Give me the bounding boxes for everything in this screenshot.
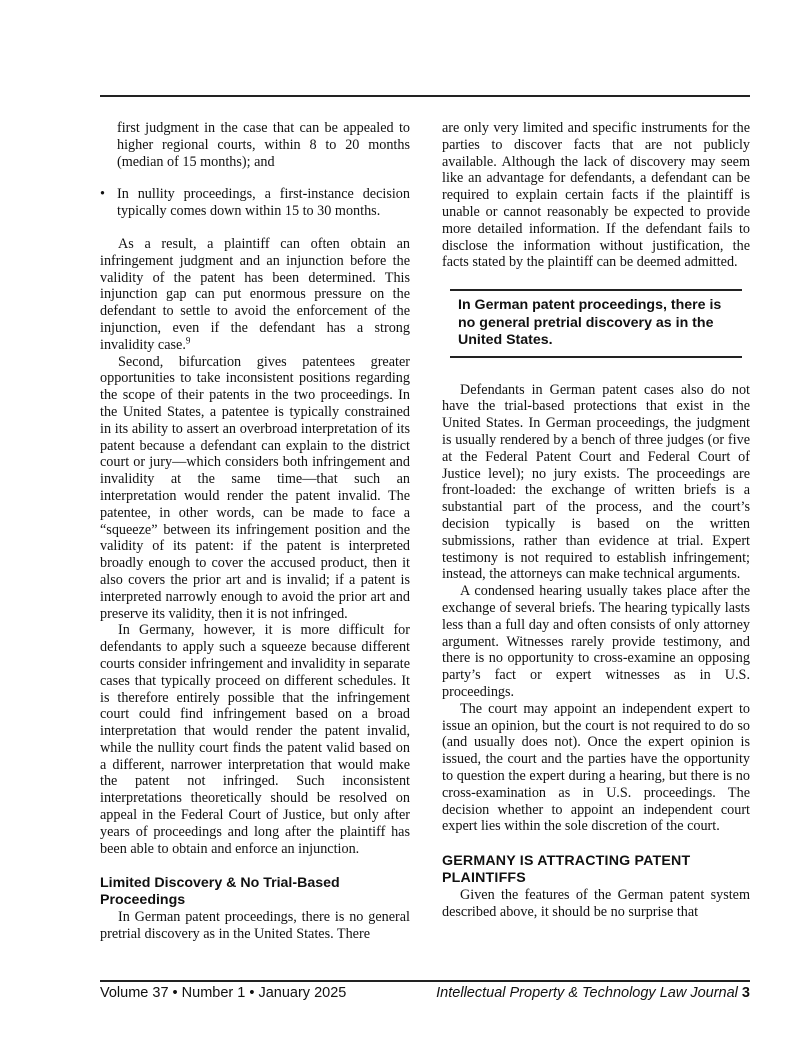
left-paragraph-4: In Germany, however, it is more difficult for defendants to apply such a squeeze because different courts consider infringement and invalidity in separate cases that typically proceed on different schedules. It is therefore entirely possible that the infringement court could find infringement based on a broad interpretation that would render the patent invalid, while the nullity court finds the patent valid based on a different, narrower interpretation that would make the patent not infringed. Such inconsistent interpretations theoretically should be resolved on appeal in the Federal Court of Justice, but only after years of proceedings and long after the plaintiff has been able to obtain and enforce an injunction. [100, 622, 410, 857]
page-number: 3 [741, 985, 750, 1001]
footer-journal [436, 985, 750, 1001]
right-paragraph-3: A condensed hearing usually takes place after the exchange of several briefs. The hearing typically lasts less than a full day and often consists of only attorney argument. Witnesses rarely provide testimony, and there is no opportunity to cross-examine an opposing party’s fact or expert witnesses as in U.S. proceedings. [442, 583, 750, 701]
left-paragraph-5: In German patent proceedings, there is no general pretrial discovery as in the United States. There [100, 909, 410, 942]
section-subheading: Limited Discovery & No Trial-Based Proceedings [100, 875, 340, 909]
right-paragraph-2: Defendants in German patent cases also do not have the trial-based protections that exist in the United States. In German proceedings, the judgment is usually rendered by a bench of three judges (or five at the Federal Patent Court and Federal Court of Justice level); no jury exists. The proceedings are front-loaded: the exchange of written briefs is a substantial part of the process, and the court’s decision typically is based on the written submissions, rather than evidence at trial. Expert testimony is not required to establish infringement; instead, the attorneys can make technical arguments. [442, 381, 750, 583]
left-paragraph-1: first judgment in the case that can be appealed to higher regional courts, within 8 to 20 months (median of 15 months); and [117, 120, 410, 170]
left-paragraph-2-text: As a result, a plaintiff can often obtain an infringement judgment and an injunction before the validity of the patent has been determined. This injunction gap can put enormous pressure on the defendant to settle to avoid the enforcement of the injunction, even if the defendant has a strong invalidity case. [100, 235, 410, 353]
bullet-item [100, 186, 410, 220]
page-footer [100, 985, 750, 1005]
left-paragraph-2 [100, 236, 410, 354]
right-paragraph-5: Given the features of the German patent system described above, it should be no surprise that [442, 886, 750, 920]
right-column [442, 120, 750, 920]
bullet-mark: • [100, 186, 105, 203]
pull-quote: In German patent proceedings, there is no general pretrial discovery as in the United States. [450, 289, 742, 358]
right-paragraph-4: The court may appoint an independent expert to issue an opinion, but the court is not required to do so (and usually does not). Once the expert opinion is issued, the court and the parties have the opportunity to question the expert during a hearing, but there is no cross-examination as in U.S. proceedings. The decision whether to appoint an independent court expert lies within the sole discretion of the court. [442, 700, 750, 835]
section-heading: GERMANY IS ATTRACTING PATENT PLAINTIFFS [442, 853, 691, 886]
footer-issue-info: Volume 37 • Number 1 • January 2025 [100, 985, 347, 1001]
left-column [100, 120, 410, 943]
right-paragraph-1: are only very limited and specific instruments for the parties to discover facts that are not publicly available. Although the lack of discovery may seem like an advantage for defendants, a defendant can be required to explain certain facts if the plaintiff is unable or cannot reasonably be expected to provide more detailed information. If the defendant fails to disclose the information without justification, the facts stated by the plaintiff can be deemed admitted. [442, 120, 750, 271]
bullet-text: In nullity proceedings, a first-instance decision typically comes down within 15 to 30 months. [117, 186, 410, 220]
footer-journal-title: Intellectual Property & Technology Law Journal [436, 985, 738, 1001]
top-rule [100, 95, 750, 97]
left-paragraph-3: Second, bifurcation gives patentees greater opportunities to take inconsistent positions regarding the scope of their patents in the two proceedings. In the United States, a patentee is typically constrained in its ability to assert an overbroad interpretation of its patent because a defendant can explain to the district court or jury—which considers both infringement and invalidity at the same time—that such an interpretation would render the patent invalid. The patentee, in other words, can be made to face a “squeeze” between its infringement position and the validity of its patent: if the patent is interpreted broadly enough to cover the accused product, then it also covers the prior art and is invalid; if a patent is interpreted narrowly enough to avoid the prior art and preserve its validity, then it is not infringed. [100, 353, 410, 622]
footer-rule [100, 980, 750, 982]
footnote-ref: 9 [185, 335, 191, 346]
